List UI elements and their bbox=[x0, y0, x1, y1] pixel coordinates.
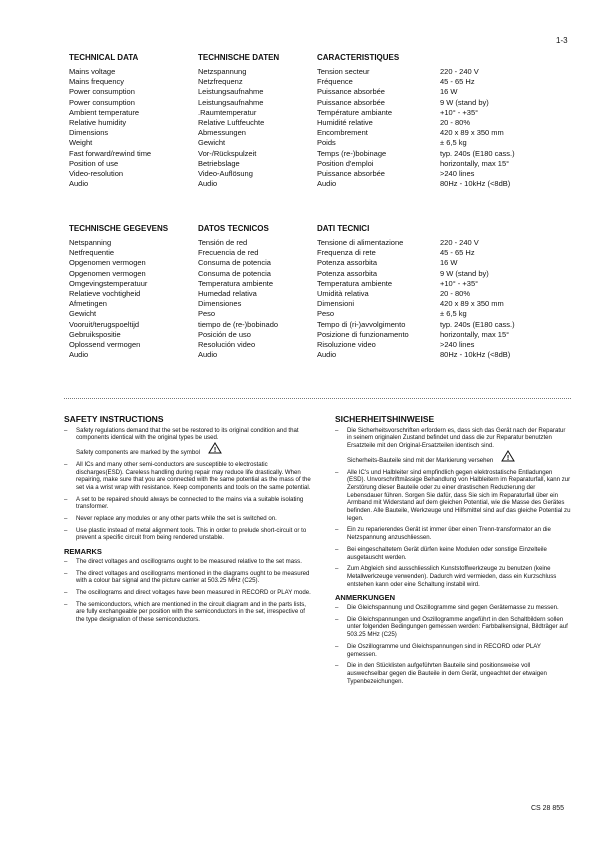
spec-cell: 220 - 240 V bbox=[440, 67, 479, 76]
spec-cell: +10° - +35° bbox=[440, 107, 479, 117]
column-header: DATOS TECNICOS bbox=[198, 224, 269, 233]
spec-cell: Frequenza di rete bbox=[317, 248, 376, 258]
spec-row bbox=[69, 179, 569, 189]
remark-item bbox=[335, 662, 571, 685]
instruction-text: Die Sicherheitsvorschriften erfordern es, dass sich das Gerät nach der Reparatur in seinem originalen Zustand befindet und dass die zur Reparatur benutzten Ersatzteile mit den Original-Ersatzteilen identisch sind. bbox=[347, 426, 566, 450]
dash: – bbox=[64, 569, 68, 577]
spec-table bbox=[69, 51, 569, 189]
spec-cell: Audio bbox=[198, 350, 218, 360]
spec-cell: Dimensions bbox=[69, 128, 109, 138]
remarks-title: REMARKS bbox=[64, 547, 102, 557]
spec-row bbox=[69, 77, 569, 87]
dash: – bbox=[335, 662, 339, 670]
instruction-text: Alle IC's und Halbleiter sind empfindlich gegen elektrostatische Entladungen (ESD). Unvorschriftmässige Behandlung von Halbleitern im Reparaturfall, kann zur Zerstörung dieser Bauteile oder zu einer drastischen Reduzierung der Lebensdauer führen. Sorgen Sie dafür, dass Sie sich im Reparaturfall über ein Armband mit Widerstand auf dem gleichen Potential, wie die Masse des Gerätes befinden. Alle Bauteile, Werkzeuge und Hilfsmittel sind auf das gleiche Potential zu legen. bbox=[347, 468, 571, 522]
remark-item bbox=[335, 643, 571, 658]
document-id: CS 28 855 bbox=[531, 805, 565, 812]
spec-cell: Position d'emploi bbox=[317, 158, 374, 168]
spec-cell: Audio bbox=[317, 350, 337, 360]
spec-cell: ± 6,5 kg bbox=[440, 138, 467, 148]
spec-row bbox=[69, 159, 569, 169]
spec-row bbox=[69, 98, 569, 108]
instruction-text: All ICs and many other semi-conductors are susceptible to electrostatic discharges(ESD). Careless handling during repair may reduce life drastically. When repairing, make sure that you are connected with the same potential as the mass of the set via a wrist wrap with resistance. Keep components and tools on the same potential. bbox=[76, 460, 311, 491]
spec-cell: Netzfrequenz bbox=[198, 77, 243, 87]
spec-cell: 220 - 240 V bbox=[440, 238, 479, 247]
spec-cell: Puissance absorbée bbox=[317, 97, 385, 107]
spec-cell: Opgenomen vermogen bbox=[69, 268, 146, 278]
remark-item bbox=[335, 616, 571, 639]
spec-row bbox=[69, 320, 569, 330]
spec-cell: Opgenomen vermogen bbox=[69, 258, 146, 268]
instruction-item bbox=[335, 469, 571, 523]
spec-cell: Netspanning bbox=[69, 238, 112, 247]
spec-cell: Audio bbox=[69, 350, 89, 360]
spec-row bbox=[69, 258, 569, 268]
spec-cell: tiempo de (re-)bobinado bbox=[198, 319, 279, 329]
spec-row bbox=[69, 128, 569, 138]
spec-cell: typ. 240s (E180 cass.) bbox=[440, 319, 515, 329]
dash: – bbox=[64, 526, 68, 534]
dash: – bbox=[64, 557, 68, 565]
dash: – bbox=[335, 642, 339, 650]
spec-cell: Weight bbox=[69, 138, 93, 148]
spec-cell: Risoluzione video bbox=[317, 339, 376, 349]
spec-cell: Temps (re-)bobinage bbox=[317, 148, 387, 158]
spec-cell: +10° - +35° bbox=[440, 278, 479, 288]
spec-row bbox=[69, 118, 569, 128]
sicherheitshinweise-section bbox=[335, 416, 571, 689]
column-header: DATI TECNICI bbox=[317, 224, 370, 233]
spec-cell: Puissance absorbée bbox=[317, 168, 385, 178]
column-header: TECHNISCHE GEGEVENS bbox=[69, 224, 169, 233]
spec-cell: Fast forward/rewind time bbox=[69, 148, 152, 158]
spec-cell: Power consumption bbox=[69, 97, 135, 107]
dash: – bbox=[64, 495, 68, 503]
remark-item bbox=[64, 589, 312, 597]
remark-item bbox=[64, 558, 312, 566]
instruction-item bbox=[335, 565, 571, 588]
symbol-note bbox=[347, 450, 515, 465]
spec-cell: Encombrement bbox=[317, 128, 368, 138]
spec-cell: 80Hz - 10kHz (<8dB) bbox=[440, 350, 511, 360]
spec-cell: Poids bbox=[317, 138, 336, 148]
spec-cell: Oplossend vermogen bbox=[69, 339, 141, 349]
spec-rows bbox=[69, 67, 569, 189]
spec-cell: 45 - 65 Hz bbox=[440, 77, 475, 87]
spec-row bbox=[69, 330, 569, 340]
spec-table-header bbox=[69, 51, 569, 64]
instruction-text: A set to be repaired should always be connected to the mains via a suitable isolating transformer. bbox=[76, 495, 304, 511]
spec-cell: .Raumtemperatur bbox=[198, 107, 257, 117]
spec-cell: Audio bbox=[198, 179, 218, 189]
spec-cell: Température ambiante bbox=[317, 107, 393, 117]
spec-cell: Peso bbox=[317, 309, 335, 319]
instruction-text: Ein zu reparierendes Gerät ist immer über einen Trenn-transformator an die Netzspannung anzuschliessen. bbox=[347, 526, 551, 542]
spec-cell: Relatieve vochtigheid bbox=[69, 288, 141, 298]
spec-cell: Tension secteur bbox=[317, 67, 370, 76]
instruction-text: Zum Abgleich sind ausschliesslich Kunststoffwerkzeuge zu benutzen (keine Metallwerkzeuge verwenden). Dadurch wird vermieden, dass ein Kurzschluss entstehen kann oder eine Schaltung instabil wird. bbox=[347, 565, 557, 588]
spec-row bbox=[69, 87, 569, 97]
svg-text:!: ! bbox=[507, 454, 510, 462]
spec-cell: Peso bbox=[198, 309, 216, 319]
spec-cell: >240 lines bbox=[440, 168, 475, 178]
spec-cell: Potenza assorbita bbox=[317, 258, 378, 268]
instruction-item bbox=[335, 546, 571, 561]
dash: – bbox=[335, 526, 339, 534]
spec-row bbox=[69, 149, 569, 159]
spec-cell: Humedad relativa bbox=[198, 288, 257, 298]
spec-cell: 9 W (stand by) bbox=[440, 97, 489, 107]
spec-row bbox=[69, 67, 569, 77]
spec-cell: horizontally, max 15° bbox=[440, 329, 510, 339]
spec-cell: Umidità relativa bbox=[317, 288, 369, 298]
instruction-item bbox=[64, 515, 312, 523]
dash: – bbox=[335, 545, 339, 553]
remark-text: The direct voltages and oscillograms mentioned in the diagrams ought to be measured with a colour bar signal and the picture carrier at 503.25 MHz (C25). bbox=[76, 569, 310, 585]
spec-cell: Netzspannung bbox=[198, 67, 247, 76]
dash: – bbox=[64, 600, 68, 608]
spec-cell: 45 - 65 Hz bbox=[440, 248, 475, 258]
warning-triangle-icon bbox=[501, 450, 515, 465]
spec-cell: Fréquence bbox=[317, 77, 353, 87]
spec-cell: Frecuencia de red bbox=[198, 248, 259, 258]
column-header: TECHNICAL DATA bbox=[69, 53, 139, 62]
spec-row bbox=[69, 279, 569, 289]
remark-item bbox=[335, 604, 571, 612]
instruction-item bbox=[64, 427, 312, 457]
spec-cell: Mains voltage bbox=[69, 67, 116, 76]
remark-item bbox=[64, 601, 312, 624]
spec-row bbox=[69, 299, 569, 309]
column-header: TECHNISCHE DATEN bbox=[198, 53, 280, 62]
instruction-item bbox=[335, 427, 571, 465]
spec-cell: Abmessungen bbox=[198, 128, 246, 138]
column-header: CARACTERISTIQUES bbox=[317, 53, 400, 62]
remark-item bbox=[64, 570, 312, 585]
spec-row bbox=[69, 269, 569, 279]
spec-cell: Tempo di (ri-)avvolgimento bbox=[317, 319, 406, 329]
spec-row bbox=[69, 169, 569, 179]
spec-row bbox=[69, 138, 569, 148]
spec-cell: Puissance absorbée bbox=[317, 87, 385, 97]
spec-cell: Resolución video bbox=[198, 339, 256, 349]
spec-cell: Humidité relative bbox=[317, 117, 373, 127]
spec-cell: Posizione di funzionamento bbox=[317, 329, 409, 339]
spec-cell: Temperatura ambiente bbox=[198, 278, 274, 288]
safety-instructions-section bbox=[64, 416, 312, 628]
spec-table-header bbox=[69, 222, 569, 235]
instruction-text: Safety regulations demand that the set be restored to its original condition and that components identical with the original types be used. bbox=[76, 426, 299, 442]
spec-row bbox=[69, 108, 569, 118]
remark-text: Die Oszillogramme und Gleichspannungen sind in RECORD oder PLAY gemessen. bbox=[347, 642, 541, 658]
spec-cell: Gebruikspositie bbox=[69, 329, 121, 339]
dash: – bbox=[335, 615, 339, 623]
spec-cell: Gewicht bbox=[69, 309, 97, 319]
spec-row bbox=[69, 340, 569, 350]
spec-cell: 80Hz - 10kHz (<8dB) bbox=[440, 179, 511, 189]
symbol-note-text: Safety components are marked by the symbol bbox=[76, 449, 200, 457]
remark-text: The oscillograms and direct voltages have been measured in RECORD or PLAY mode. bbox=[76, 588, 311, 596]
spec-cell: 420 x 89 x 350 mm bbox=[440, 299, 504, 309]
spec-row bbox=[69, 238, 569, 248]
spec-cell: Consuma de potencia bbox=[198, 258, 271, 268]
spec-cell: Temperatura ambiente bbox=[317, 278, 393, 288]
svg-text:!: ! bbox=[213, 447, 217, 455]
dash: – bbox=[64, 588, 68, 596]
dash: – bbox=[335, 604, 339, 612]
instruction-item bbox=[64, 496, 312, 511]
spec-cell: horizontally, max 15° bbox=[440, 158, 510, 168]
spec-cell: Video-Auflösung bbox=[198, 168, 253, 178]
spec-cell: Afmetingen bbox=[69, 299, 107, 309]
spec-cell: Potenza assorbita bbox=[317, 268, 378, 278]
symbol-note-text: Sicherheits-Bauteile sind mit der Markierung versehen bbox=[347, 456, 494, 464]
spec-cell: Netfrequentie bbox=[69, 248, 115, 258]
instruction-text: Use plastic instead of metal alignment tools. This in order to prelude short-circuit or to prevent a specific circuit from being rendered unstable. bbox=[76, 526, 307, 542]
instruction-text: Bei eingeschaltetem Gerät dürfen keine Modulen oder sonstige Einzelteile ausgetauscht werden. bbox=[347, 545, 547, 561]
section-title: SAFETY INSTRUCTIONS bbox=[64, 414, 164, 424]
section-divider bbox=[64, 398, 571, 399]
dash: – bbox=[335, 426, 339, 434]
spec-cell: typ. 240s (E180 cass.) bbox=[440, 148, 515, 158]
spec-row bbox=[69, 309, 569, 319]
spec-cell: >240 lines bbox=[440, 339, 475, 349]
spec-cell: Vooruit/terugspoeltijd bbox=[69, 319, 140, 329]
spec-cell: Consuma de potencia bbox=[198, 268, 271, 278]
spec-cell: Audio bbox=[69, 179, 89, 189]
remark-text: Die Gleichspannungen und Oszillogramme angeführt in den Schaltbildern sollen unter folgenden Bedingungen gemessen werden: Farbbalkensignal, Bildträger auf 503.25 MHz (C25) bbox=[347, 615, 568, 639]
spec-cell: Posición de uso bbox=[198, 329, 251, 339]
instruction-text: Never replace any modules or any other parts while the set is switched on. bbox=[76, 515, 277, 523]
spec-row bbox=[69, 289, 569, 299]
instruction-item bbox=[335, 526, 571, 541]
spec-rows bbox=[69, 238, 569, 360]
spec-cell: Mains frequency bbox=[69, 77, 125, 87]
remark-text: Die in den Stücklisten aufgeführten Bauteile sind positionsweise voll auswechselbar gegen die Bauteile in dem Gerät, ungeachtet der etwaigen Typenbezeichungen. bbox=[347, 662, 547, 685]
spec-cell: Tensión de red bbox=[198, 238, 248, 247]
spec-cell: Tensione di alimentazione bbox=[317, 238, 404, 247]
dash: – bbox=[64, 426, 68, 434]
spec-cell: 16 W bbox=[440, 87, 458, 97]
spec-row bbox=[69, 350, 569, 360]
remark-text: Die Gleichspannung und Oszillogramme sind gegen Gerätemasse zu messen. bbox=[347, 604, 559, 612]
instruction-item bbox=[64, 461, 312, 492]
warning-triangle-icon bbox=[208, 442, 222, 457]
spec-cell: Ambient temperature bbox=[69, 107, 140, 117]
spec-cell: 420 x 89 x 350 mm bbox=[440, 128, 504, 138]
spec-cell: Dimensiones bbox=[198, 299, 242, 309]
spec-cell: ± 6,5 kg bbox=[440, 309, 467, 319]
remark-text: The direct voltages and oscillograms ought to be measured relative to the set mass. bbox=[76, 557, 302, 565]
instruction-item bbox=[64, 527, 312, 542]
spec-cell: Relative humidity bbox=[69, 117, 127, 127]
remarks-title: ANMERKUNGEN bbox=[335, 593, 395, 603]
spec-cell: Omgevingstemperatuur bbox=[69, 278, 148, 288]
spec-cell: 20 - 80% bbox=[440, 117, 471, 127]
spec-cell: Leistungsaufnahme bbox=[198, 97, 264, 107]
spec-table bbox=[69, 222, 569, 360]
spec-cell: Video-resolution bbox=[69, 168, 124, 178]
dash: – bbox=[335, 468, 339, 476]
spec-cell: Relative Luftfeuchte bbox=[198, 117, 265, 127]
spec-cell: Position of use bbox=[69, 158, 119, 168]
spec-cell: 9 W (stand by) bbox=[440, 268, 489, 278]
spec-cell: Leistungsaufnahme bbox=[198, 87, 264, 97]
remark-text: The semiconductors, which are mentioned in the circuit diagram and in the parts lists, are fully exchangeable per position with the semiconductors in the set, irrespective of the type designation of these semiconductors. bbox=[76, 600, 306, 624]
section-title: SICHERHEITSHINWEISE bbox=[335, 414, 435, 424]
dash: – bbox=[335, 565, 339, 573]
spec-cell: Power consumption bbox=[69, 87, 135, 97]
spec-cell: 20 - 80% bbox=[440, 288, 471, 298]
page-number: 1-3 bbox=[556, 36, 568, 45]
spec-cell: Gewicht bbox=[198, 138, 226, 148]
dash: – bbox=[64, 515, 68, 523]
spec-cell: Audio bbox=[317, 179, 337, 189]
symbol-note bbox=[76, 442, 222, 457]
spec-cell: Vor-/Rückspulzeit bbox=[198, 148, 257, 158]
dash: – bbox=[64, 460, 68, 468]
spec-row bbox=[69, 248, 569, 258]
spec-cell: Betriebslage bbox=[198, 158, 240, 168]
spec-cell: Dimensioni bbox=[317, 299, 355, 309]
spec-cell: 16 W bbox=[440, 258, 458, 268]
